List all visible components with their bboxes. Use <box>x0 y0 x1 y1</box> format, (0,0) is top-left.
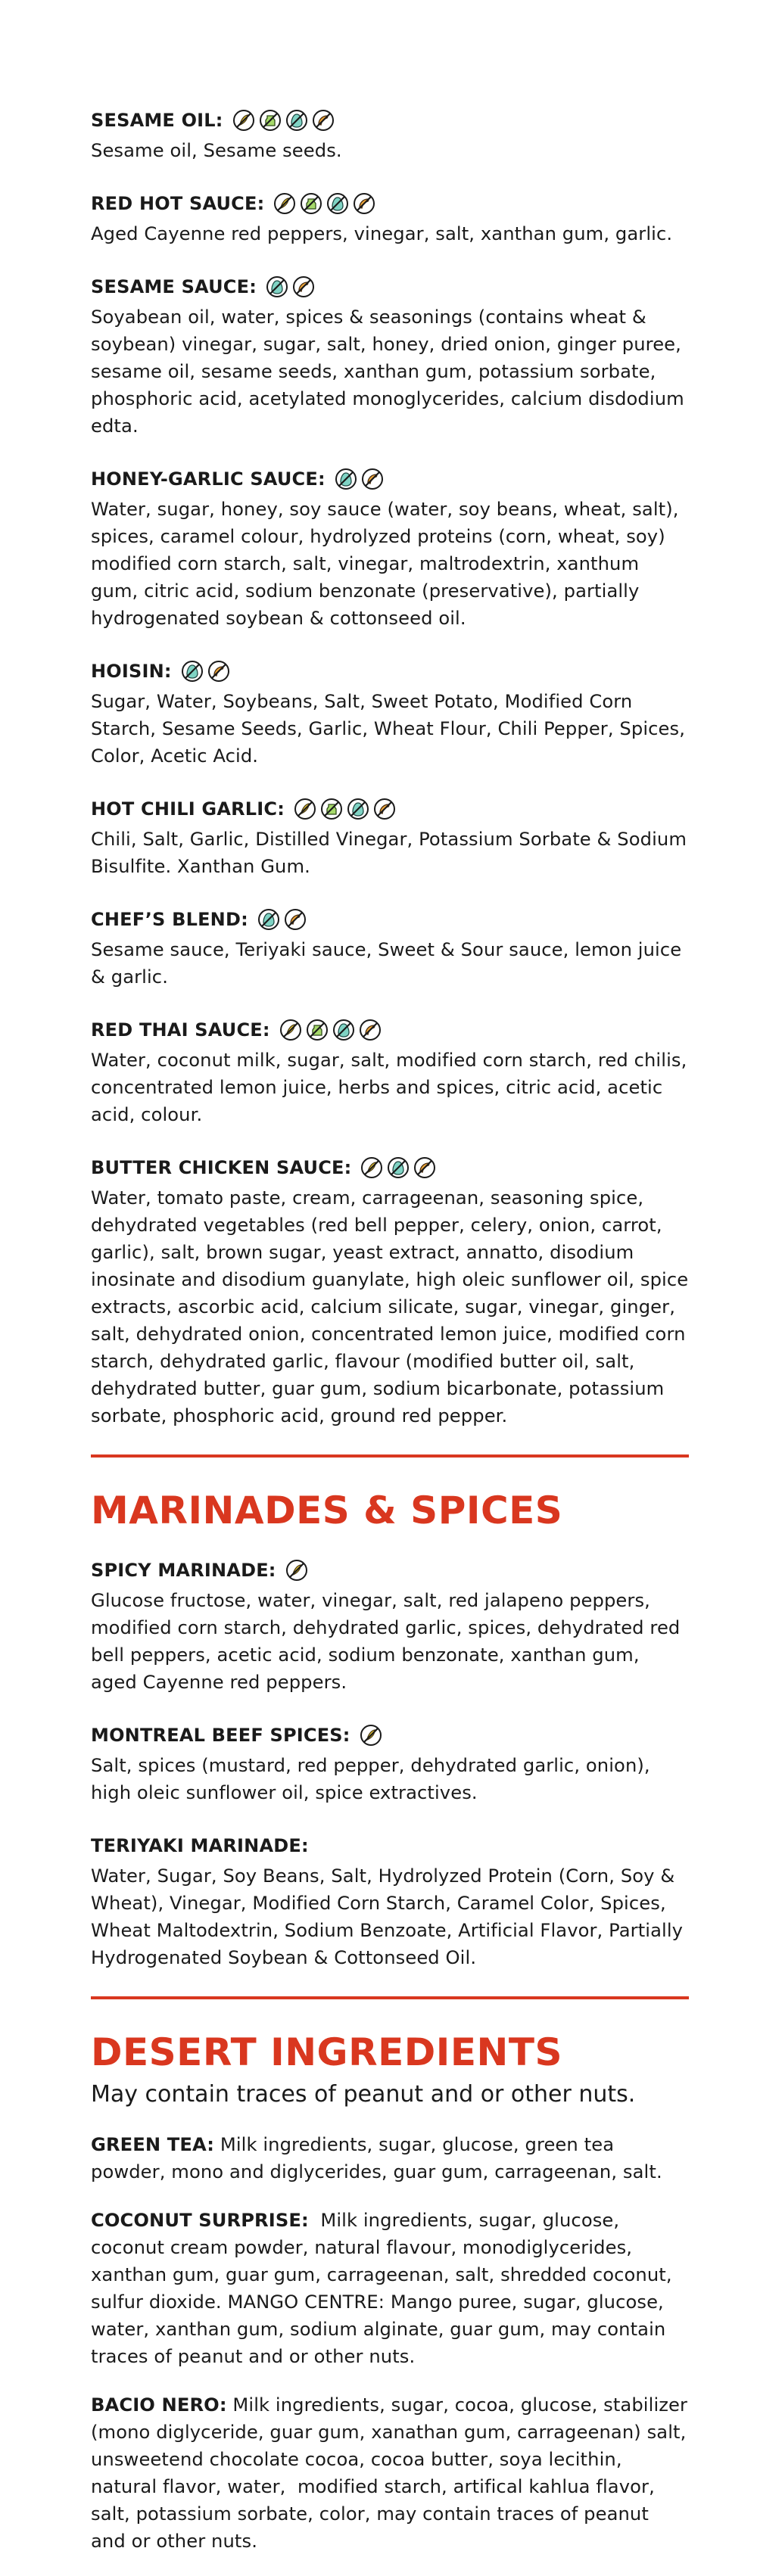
section-divider <box>91 1996 689 1999</box>
allergen-icons <box>360 1156 436 1179</box>
soy-icon <box>373 798 396 820</box>
soy-icon <box>292 275 315 298</box>
allergen-icons <box>273 192 375 215</box>
gluten-icon <box>294 798 316 820</box>
allergen-icons <box>257 908 307 931</box>
dessert-ingredients: Milk ingredients, sugar, cocoa, glucose, stabilizer (mono diglyceride, guar gum, xanathan gum, carrageenan) salt, unsweetend chocolate cocoa, cocoa butter, soya lecithin, natural flavor, water, modified starch, artifical kahlua flavor, salt, potassium sorbate, color, may contain traces of peanut and or other nuts. <box>91 2394 693 2552</box>
entry-ingredients: Sesame sauce, Teriyaki sauce, Sweet & Sour sauce, lemon juice & garlic. <box>91 939 682 988</box>
entry-ingredients: Water, Sugar, Soy Beans, Salt, Hydrolyzed Protein (Corn, Soy & Wheat), Vinegar, Modified Corn Starch, Caramel Color, Spices, Wheat Maltodextrin, Sodium Benzoate, Artificial Flavor, Partially Hydrogenated Soybean & Cottonseed Oil. <box>91 1865 684 1968</box>
entry-ingredients: Aged Cayenne red peppers, vinegar, salt, xanthan gum, garlic. <box>91 223 673 244</box>
soy-icon <box>207 660 230 683</box>
desserts-section <box>91 2131 693 2555</box>
entry-header <box>91 465 689 493</box>
entry-ingredients: Sugar, Water, Soybeans, Salt, Sweet Potato, Modified Corn Starch, Sesame Seeds, Garlic, Wheat Flour, Chili Pepper, Spices, Color, Acetic Acid. <box>91 691 686 767</box>
entry-name: SPICY MARINADE: <box>91 1560 276 1581</box>
egg-icon <box>181 660 204 683</box>
soy-icon <box>353 192 375 215</box>
marinades-section <box>91 1556 689 1971</box>
ingredient-entry <box>91 795 689 880</box>
egg-icon <box>387 1156 410 1179</box>
entry-header <box>91 106 689 135</box>
allergen-icons <box>232 109 335 132</box>
egg-icon <box>335 468 357 490</box>
allergen-icons <box>266 275 315 298</box>
entry-header <box>91 657 689 686</box>
dairy-icon <box>306 1019 329 1041</box>
allergen-page <box>91 106 693 2576</box>
soy-icon <box>312 109 335 132</box>
entry-ingredients: Salt, spices (mustard, red pepper, dehydrated garlic, onion), high oleic sunflower oil, spice extractives. <box>91 1755 650 1803</box>
gluten-icon <box>279 1019 302 1041</box>
ingredient-entry <box>91 905 689 991</box>
entry-header <box>91 1721 689 1750</box>
entry-name: HOT CHILI GARLIC: <box>91 798 285 820</box>
sauces-section <box>91 106 689 1430</box>
allergen-icons <box>279 1019 382 1041</box>
ingredient-entry <box>91 272 689 440</box>
dessert-entry <box>91 2207 689 2370</box>
entry-header <box>91 272 689 301</box>
dairy-icon <box>300 192 322 215</box>
ingredient-entry <box>91 657 689 770</box>
soy-icon <box>284 908 307 931</box>
soy-icon <box>413 1156 436 1179</box>
dessert-entry <box>91 2391 693 2555</box>
section-title-desserts: DESERT INGREDIENTS <box>91 2030 562 2074</box>
entry-header <box>91 1153 689 1182</box>
entry-ingredients: Soyabean oil, water, spices & seasonings (contains wheat & soybean) vinegar, sugar, salt, honey, dried onion, ginger puree, sesame oil, sesame seeds, xanthan gum, potassium sorbate, phosphoric acid, acetylated monoglycerides, calcium disdodium edta. <box>91 306 684 437</box>
ingredient-entry <box>91 106 689 164</box>
ingredient-entry <box>91 1556 689 1696</box>
entry-name: RED HOT SAUCE: <box>91 193 265 214</box>
allergen-icons <box>181 660 230 683</box>
entry-name: CHEF’S BLEND: <box>91 909 248 930</box>
entry-ingredients: Chili, Salt, Garlic, Distilled Vinegar, Potassium Sorbate & Sodium Bisulfite. Xanthan Gum. <box>91 829 687 877</box>
dessert-entry <box>91 2131 689 2186</box>
ingredient-entry <box>91 1153 689 1430</box>
section-title-marinades: MARINADES & SPICES <box>91 1489 563 1532</box>
entry-name: SESAME OIL: <box>91 110 223 131</box>
entry-name: TERIYAKI MARINADE: <box>91 1835 309 1856</box>
entry-header <box>91 1016 689 1044</box>
entry-name: RED THAI SAUCE: <box>91 1019 270 1041</box>
section-divider <box>91 1454 689 1458</box>
entry-name: HOISIN: <box>91 661 172 682</box>
allergen-icons <box>294 798 396 820</box>
dairy-icon <box>320 798 343 820</box>
ingredient-entry <box>91 1721 689 1806</box>
gluten-icon <box>285 1559 308 1582</box>
allergen-icons <box>360 1724 382 1747</box>
egg-icon <box>347 798 369 820</box>
entry-ingredients: Water, tomato paste, cream, carrageenan, seasoning spice, dehydrated vegetables (red bell pepper, celery, onion, carrot, garlic), salt, brown sugar, yeast extract, annatto, disodium inosinate and disodium guanylate, high oleic sunflower oil, spice extracts, ascorbic acid, calcium silicate, sugar, vinegar, ginger, salt, dehydrated onion, concentrated lemon juice, modified corn starch, dehydrated garlic, flavour (modified butter oil, salt, dehydrated butter, guar gum, sodium bicarbonate, potassium sorbate, phosphoric acid, ground red pepper. <box>91 1187 689 1426</box>
dairy-icon <box>259 109 282 132</box>
dessert-name: COCONUT SURPRISE: <box>91 2210 309 2231</box>
entry-name: MONTREAL BEEF SPICES: <box>91 1725 350 1746</box>
ingredient-entry <box>91 189 689 247</box>
allergen-icons <box>285 1559 308 1582</box>
dessert-name: BACIO NERO: <box>91 2394 227 2416</box>
egg-icon <box>266 275 288 298</box>
egg-icon <box>332 1019 355 1041</box>
allergen-icons <box>335 468 384 490</box>
egg-icon <box>326 192 349 215</box>
dessert-name: GREEN TEA: <box>91 2134 215 2155</box>
gluten-icon <box>360 1156 383 1179</box>
entry-header <box>91 1556 689 1585</box>
entry-ingredients: Water, coconut milk, sugar, salt, modified corn starch, red chilis, concentrated lemon juice, herbs and spices, citric acid, acetic acid, colour. <box>91 1050 687 1125</box>
entry-header <box>91 905 689 934</box>
gluten-icon <box>273 192 296 215</box>
egg-icon <box>285 109 308 132</box>
entry-ingredients: Sesame oil, Sesame seeds. <box>91 140 342 161</box>
entry-name: SESAME SAUCE: <box>91 276 257 297</box>
gluten-icon <box>232 109 255 132</box>
ingredient-entry <box>91 1016 689 1128</box>
section-note: May contain traces of peanut and or other nuts. <box>91 2081 636 2108</box>
ingredient-entry <box>91 465 689 632</box>
soy-icon <box>361 468 384 490</box>
dessert-ingredients: Milk ingredients, sugar, glucose, coconut cream powder, natural flavour, monodiglycerides, xanthan gum, guar gum, carrageenan, salt, shredded coconut, sulfur dioxide. MANGO CENTRE: Mango puree, sugar, glucose, water, xanthan gum, sodium alginate, guar gum, may contain traces of peanut and or other nuts. <box>91 2210 678 2367</box>
egg-icon <box>257 908 280 931</box>
entry-header <box>91 795 689 823</box>
entry-header <box>91 189 689 218</box>
entry-header <box>91 1831 689 1860</box>
entry-ingredients: Water, sugar, honey, soy sauce (water, soy beans, wheat, salt), spices, caramel colour, hydrolyzed proteins (corn, wheat, soy) modified corn starch, salt, vinegar, maltrodextrin, xanthum gum, citric acid, sodium benzonate (preservative), partially hydrogenated soybean & cottonseed oil. <box>91 499 679 629</box>
entry-ingredients: Glucose fructose, water, vinegar, salt, red jalapeno peppers, modified corn starch, dehydrated garlic, spices, dehydrated red bell peppers, acetic acid, sodium benzonate, xanthan gum, aged Cayenne red peppers. <box>91 1590 681 1693</box>
gluten-icon <box>360 1724 382 1747</box>
entry-name: BUTTER CHICKEN SAUCE: <box>91 1157 352 1178</box>
soy-icon <box>359 1019 382 1041</box>
dessert-ingredients: Milk ingredients, sugar, glucose, green tea powder, mono and diglycerides, guar gum, carrageenan, salt. <box>91 2134 662 2182</box>
ingredient-entry <box>91 1831 689 1971</box>
entry-name: HONEY-GARLIC SAUCE: <box>91 468 326 490</box>
